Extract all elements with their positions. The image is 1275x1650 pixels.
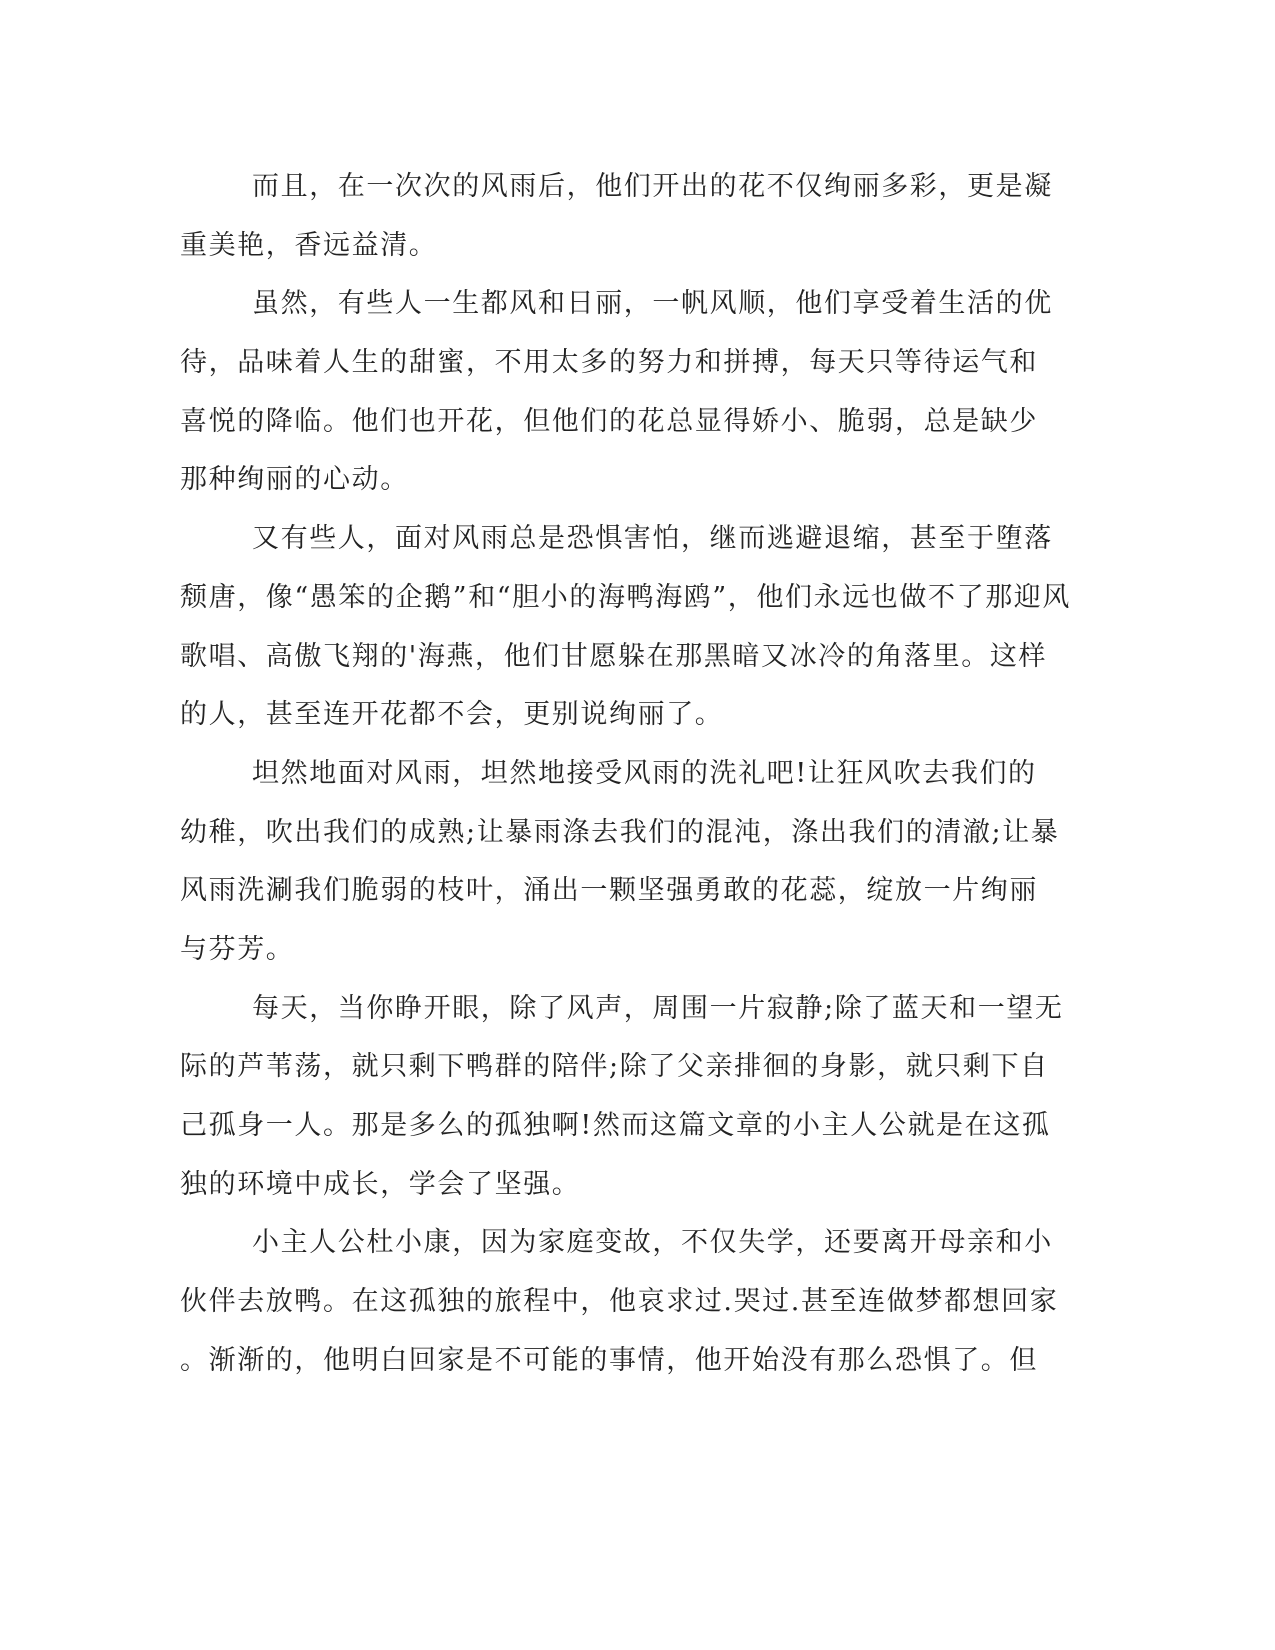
paragraph-2	[180, 275, 1053, 510]
paragraph-5	[180, 980, 1064, 1215]
text-line: 际的芦苇荡，就只剩下鸭群的陪伴;除了父亲排徊的身影，就只剩下自	[180, 1051, 1049, 1083]
text-line: 歌唱、高傲飞翔的'海燕，他们甘愿躲在那黑暗又冰冷的角落里。这样	[180, 640, 1048, 672]
text-line: 虽然，有些人一生都风和日丽，一帆风顺，他们享受着生活的优	[252, 288, 1053, 320]
paragraph-3	[180, 510, 1072, 745]
text-line: 颓唐，像“愚笨的企鹅”和“胆小的海鸭海鸥”，他们永远也做不了那迎风	[180, 581, 1072, 613]
text-line: 每天，当你睁开眼，除了风声，周围一片寂静;除了蓝天和一望无	[252, 992, 1064, 1024]
paragraph-6	[180, 1214, 1059, 1390]
text-line: 风雨洗涮我们脆弱的枝叶，涌出一颗坚强勇敢的花蕊，绽放一片绚丽	[180, 875, 1038, 907]
text-line: 小主人公杜小康，因为家庭变故，不仅失学，还要离开母亲和小	[252, 1227, 1053, 1259]
paragraph-1	[180, 158, 1053, 275]
text-line: 又有些人，面对风雨总是恐惧害怕，继而逃避退缩，甚至于堕落	[252, 523, 1053, 555]
text-line: 待，品味着人生的甜蜜，不用太多的努力和拼搏，每天只等待运气和	[180, 347, 1038, 379]
text-line: 的人，甚至连开花都不会，更别说绚丽了。	[180, 699, 724, 731]
text-line: 。渐渐的，他明白回家是不可能的事情，他开始没有那么恐惧了。但	[180, 1344, 1038, 1376]
text-line: 坦然地面对风雨，坦然地接受风雨的洗礼吧!让狂风吹去我们的	[252, 757, 1037, 789]
text-line: 而且，在一次次的风雨后，他们开出的花不仅绚丽多彩，更是凝	[252, 171, 1053, 202]
paragraph-4	[180, 745, 1060, 980]
text-line: 己孤身一人。那是多么的孤独啊!然而这篇文章的小主人公就是在这孤	[180, 1110, 1051, 1141]
text-line: 独的环境中成长，学会了坚强。	[180, 1168, 581, 1200]
text-line: 重美艳，香远益清。	[180, 229, 438, 261]
text-line: 幼稚，吹出我们的成熟;让暴雨涤去我们的混沌，涤出我们的清澈;让暴	[180, 816, 1060, 848]
text-line: 那种绚丽的心动。	[180, 464, 409, 496]
text-line: 与芬芳。	[180, 933, 295, 965]
document-body	[180, 158, 1072, 1390]
text-line: 伙伴去放鸭。在这孤独的旅程中，他哀求过.哭过.甚至连做梦都想回家	[180, 1286, 1059, 1318]
text-line: 喜悦的降临。他们也开花，但他们的花总显得娇小、脆弱，总是缺少	[180, 405, 1038, 437]
